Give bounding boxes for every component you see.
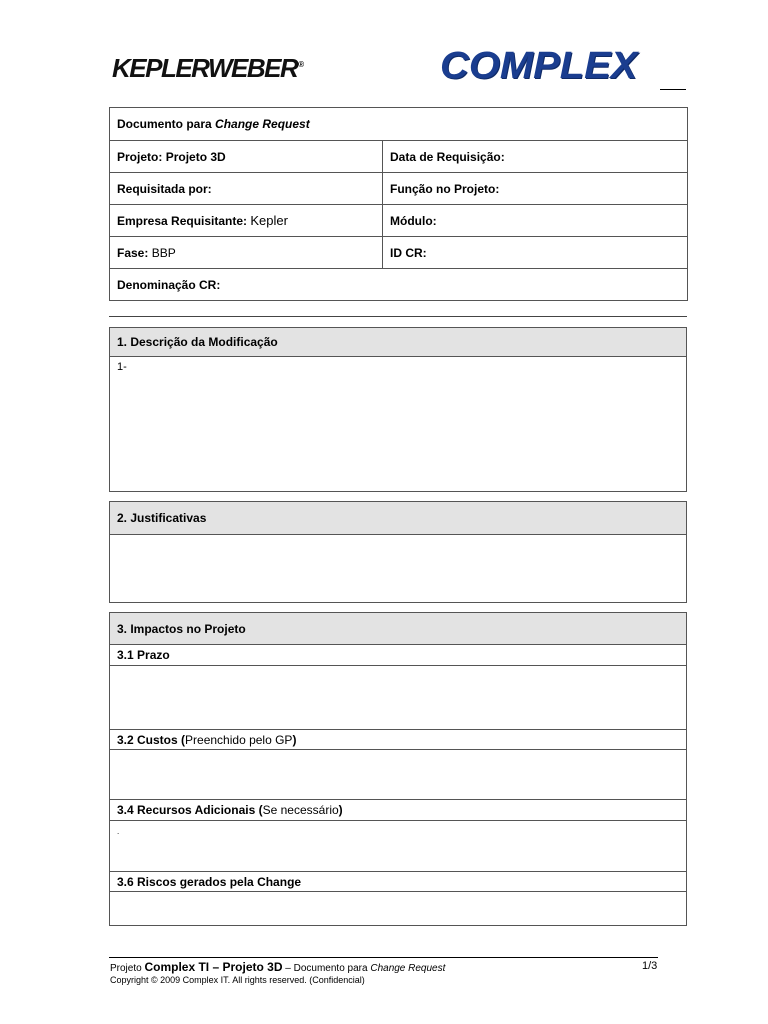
field-id-cr-label: ID CR: [390, 245, 427, 260]
footer-document-line [110, 960, 445, 974]
field-projeto-label: Projeto: [117, 149, 163, 164]
field-fase[interactable] [110, 237, 383, 269]
field-fase-label: Fase: [117, 245, 149, 260]
subsection-recursos-close: ) [338, 803, 343, 817]
kepler-weber-logo-text: KEPLERWEBER [112, 52, 298, 83]
field-modulo[interactable] [383, 205, 688, 237]
change-request-form [109, 107, 688, 301]
section-descricao [109, 327, 687, 492]
form-title-italic: Change Request [215, 117, 310, 131]
field-denominacao-label: Denominação CR: [117, 277, 221, 292]
subsection-recursos-content[interactable]: . [110, 821, 687, 872]
footer-rule [109, 957, 658, 958]
field-requisitada-por-label: Requisitada por: [117, 181, 212, 196]
subsection-custos-close: ) [292, 732, 297, 747]
subsection-recursos-note: Se necessário [262, 803, 339, 817]
subsection-prazo-content[interactable] [110, 666, 687, 730]
registered-mark: ® [298, 60, 303, 69]
form-title [110, 108, 688, 141]
field-fase-value: BBP [151, 245, 176, 260]
complex-logo [440, 46, 654, 86]
subsection-recursos-title: 3.4 Recursos Adicionais [117, 803, 256, 817]
complex-logo-text: COMPLEX [440, 45, 638, 87]
subsection-custos-label [110, 730, 687, 750]
footer-doc: – Documento para [285, 963, 368, 974]
footer-project: Complex TI – Projeto 3D [144, 960, 283, 974]
page-number: 1/3 [642, 960, 658, 972]
field-empresa-value: Kepler [250, 213, 288, 228]
field-data-requisicao-label: Data de Requisição: [390, 149, 505, 164]
section-justificativas-content[interactable] [110, 535, 687, 603]
subsection-custos-note: Preenchido pelo GP [185, 732, 293, 747]
subsection-riscos-content[interactable] [110, 892, 687, 926]
section-separator [109, 316, 687, 317]
footer-prefix: Projeto [110, 963, 142, 974]
field-projeto[interactable] [110, 141, 383, 173]
subsection-custos-content[interactable] [110, 750, 687, 800]
subsection-prazo-label: 3.1 Prazo [110, 645, 687, 666]
section-impactos [109, 612, 687, 926]
subsection-riscos-label: 3.6 Riscos gerados pela Change [110, 872, 687, 892]
field-id-cr[interactable] [383, 237, 688, 269]
section-impactos-title: 3. Impactos no Projeto [110, 613, 687, 645]
footer-copyright: Copyright © 2009 Complex IT. All rights reserved. (Confidencial) [110, 975, 365, 985]
section-justificativas [109, 501, 687, 603]
section-descricao-title: 1. Descrição da Modificação [110, 328, 687, 357]
field-modulo-label: Módulo: [390, 213, 437, 228]
form-title-prefix: Documento para [117, 117, 212, 131]
section-descricao-content[interactable]: 1- [110, 357, 687, 492]
section-justificativas-title: 2. Justificativas [110, 502, 687, 535]
subsection-custos-open: ( [181, 732, 186, 747]
subsection-recursos-label [110, 800, 687, 821]
footer-doc-italic: Change Request [370, 963, 446, 974]
field-projeto-value: Projeto 3D [165, 149, 226, 164]
field-empresa-label: Empresa Requisitante: [117, 214, 248, 228]
kepler-weber-logo [112, 50, 303, 83]
field-denominacao[interactable] [110, 269, 688, 301]
field-requisitada-por[interactable] [110, 173, 383, 205]
field-funcao-projeto[interactable] [383, 173, 688, 205]
field-empresa[interactable] [110, 205, 383, 237]
field-funcao-projeto-label: Função no Projeto: [390, 181, 500, 196]
field-data-requisicao[interactable] [383, 141, 688, 173]
subsection-recursos-open: ( [258, 803, 263, 817]
subsection-custos-title: 3.2 Custos [117, 732, 178, 747]
header-rule [660, 89, 686, 90]
